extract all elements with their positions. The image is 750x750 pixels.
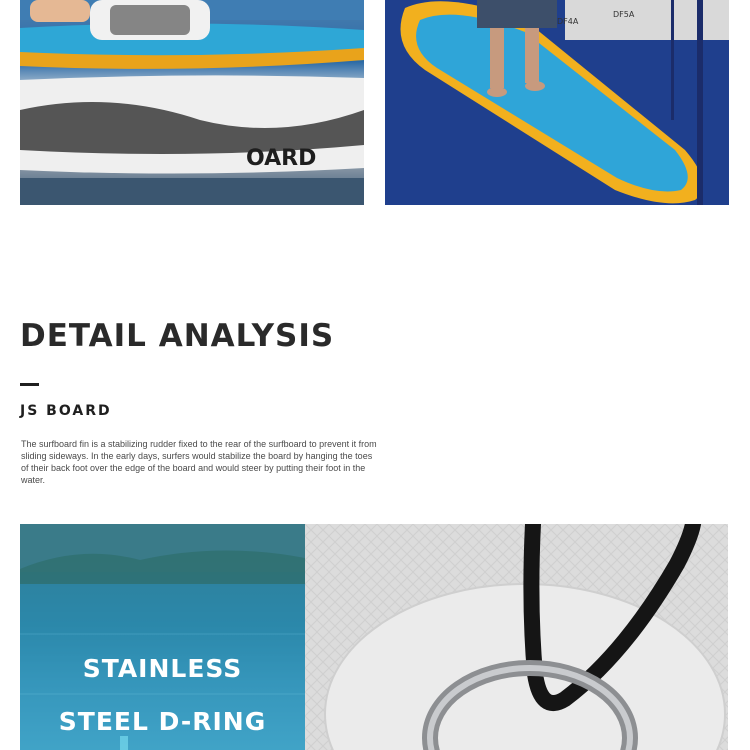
model-code-1: DF4A <box>557 17 579 26</box>
d-ring-illustration <box>305 524 728 750</box>
feature-description: The surfboard fin is a stabilizing rudder fixed to the rear of the surfboard to prevent it from sliding sideways. In the early days, surfers would stabilize the board by hanging the toes of their back foot over the edge of the board and would steer by putting their foot in the water. <box>21 439 377 485</box>
feature-caption-line1: STAINLESS <box>82 654 243 683</box>
lake-panel <box>20 524 305 750</box>
paddle-board-illustration-left <box>20 0 364 205</box>
section-title: DETAIL ANALYSIS <box>20 318 335 354</box>
paddle-board-illustration-right <box>385 0 729 205</box>
model-code-2: DF5A <box>613 10 635 19</box>
feature-caption-line2: STEEL D-RING <box>58 707 267 736</box>
brand-name: JS BOARD <box>20 403 112 419</box>
board-logo-text: OARD <box>246 146 317 171</box>
paddle-board-photo-right <box>385 0 729 205</box>
title-divider <box>20 383 39 386</box>
d-ring-photo <box>305 524 728 750</box>
paddle-board-photo-left <box>20 0 364 205</box>
